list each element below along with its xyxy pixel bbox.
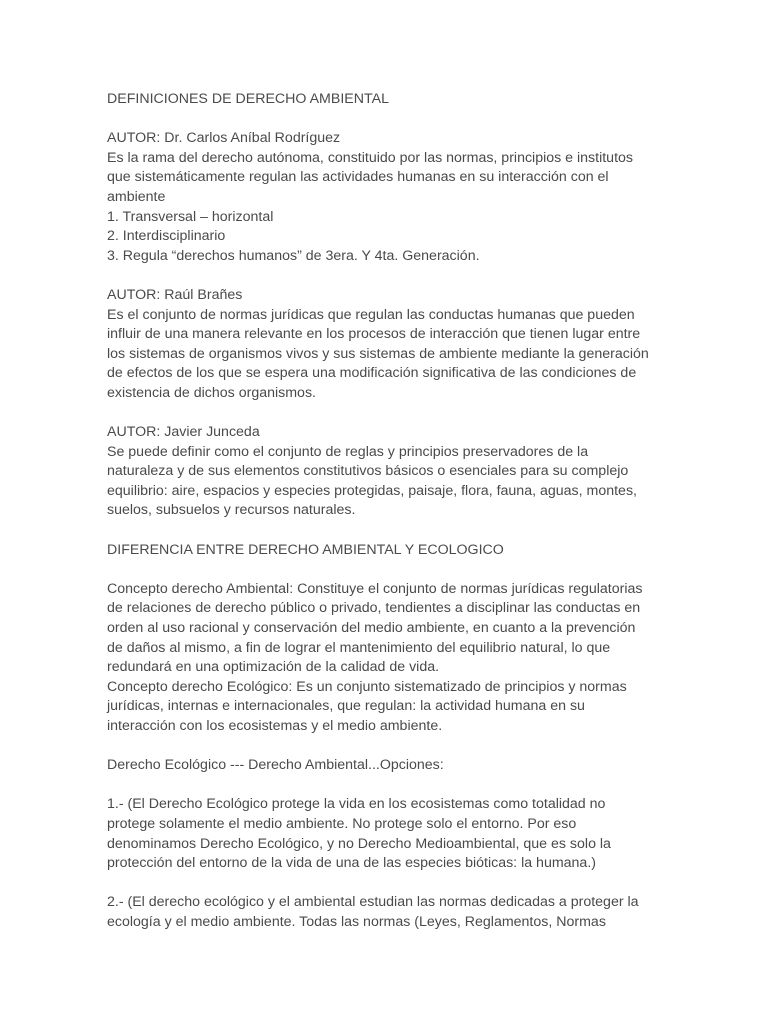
option-1-paragraph: 1.- (El Derecho Ecológico protege la vida en los ecosistemas como totalidad no protege solamente el medio ambiente. No protege solo el entorno. Por eso denominamos Derecho Ecológico, y no Derecho Medioambiental, que es solo la protección del entorno de la vida de una de las especies bióticas: la humana.): [107, 796, 611, 872]
spacer: [107, 110, 667, 130]
concept-derecho-ecologico: Concepto derecho Ecológico: Es un conjunto sistematizado de principios y normas jurídicas, internas e internacionales, que regulan: la actividad humana en su interacción con los ecosistemas y el medio ambiente.: [107, 678, 627, 734]
concept-derecho-ambiental: Concepto derecho Ambiental: Constituye el conjunto de normas jurídicas regulatorias de relaciones de derecho público o privado, tendientes a disciplinar las conductas en orden al uso racional y conservación del medio ambiente, en cuanto a la prevención de daños al mismo, a fin de lograr el mantenimiento del equilibrio natural, lo que redundará en una optimización de la calidad de vida.: [107, 580, 643, 676]
list-item: 1. Transversal – horizontal: [107, 208, 274, 225]
author-junceda-heading: AUTOR: Javier Junceda: [107, 424, 260, 441]
list-item: 3. Regula “derechos humanos” de 3era. Y 4ta. Generación.: [107, 247, 480, 264]
author-branes-heading: AUTOR: Raúl Brañes: [107, 286, 243, 303]
option-2-paragraph: 2.- (El derecho ecológico y el ambiental estudian las normas dedicadas a proteger la ecología y el medio ambiente. Todas las normas (Leyes, Reglamentos, Normas: [107, 894, 639, 930]
spacer: [107, 521, 667, 541]
spacer: [107, 874, 667, 894]
spacer: [107, 776, 667, 796]
spacer: [107, 737, 667, 757]
section-title-diferencia: DIFERENCIA ENTRE DERECHO AMBIENTAL Y ECOLOGICO: [107, 541, 504, 558]
options-heading: Derecho Ecológico --- Derecho Ambiental...Opciones:: [107, 757, 444, 774]
spacer: [107, 266, 667, 286]
author-branes-definition: Es el conjunto de normas jurídicas que regulan las conductas humanas que pueden influir de una manera relevante en los procesos de interacción que tienen lugar entre los sistemas de organismos vivos y sus sistemas de ambiente mediante la generación de efectos de los que se espera una modificación significativa de las condiciones de existencia de dichos organismos.: [107, 306, 649, 401]
author-junceda-definition: Se puede definir como el conjunto de reglas y principios preservadores de la naturaleza y de sus elementos constitutivos básicos o esenciales para su complejo equilibrio: aire, espacios y especies protegidas, paisaje, flora, fauna, aguas, montes, suelos, subsuelos y recursos naturales.: [107, 443, 637, 519]
spacer: [107, 404, 667, 424]
list-item: 2. Interdisciplinario: [107, 228, 226, 245]
document-body: [107, 90, 667, 933]
author-rodriguez-heading: AUTOR: Dr. Carlos Aníbal Rodríguez: [107, 130, 341, 147]
author-rodriguez-definition: Es la rama del derecho autónoma, constituido por las normas, principios e institutos que sistemáticamente regulan las actividades humanas en su interacción con el ambiente: [107, 149, 633, 205]
document-title: DEFINICIONES DE DERECHO AMBIENTAL: [107, 91, 389, 107]
spacer: [107, 560, 667, 580]
